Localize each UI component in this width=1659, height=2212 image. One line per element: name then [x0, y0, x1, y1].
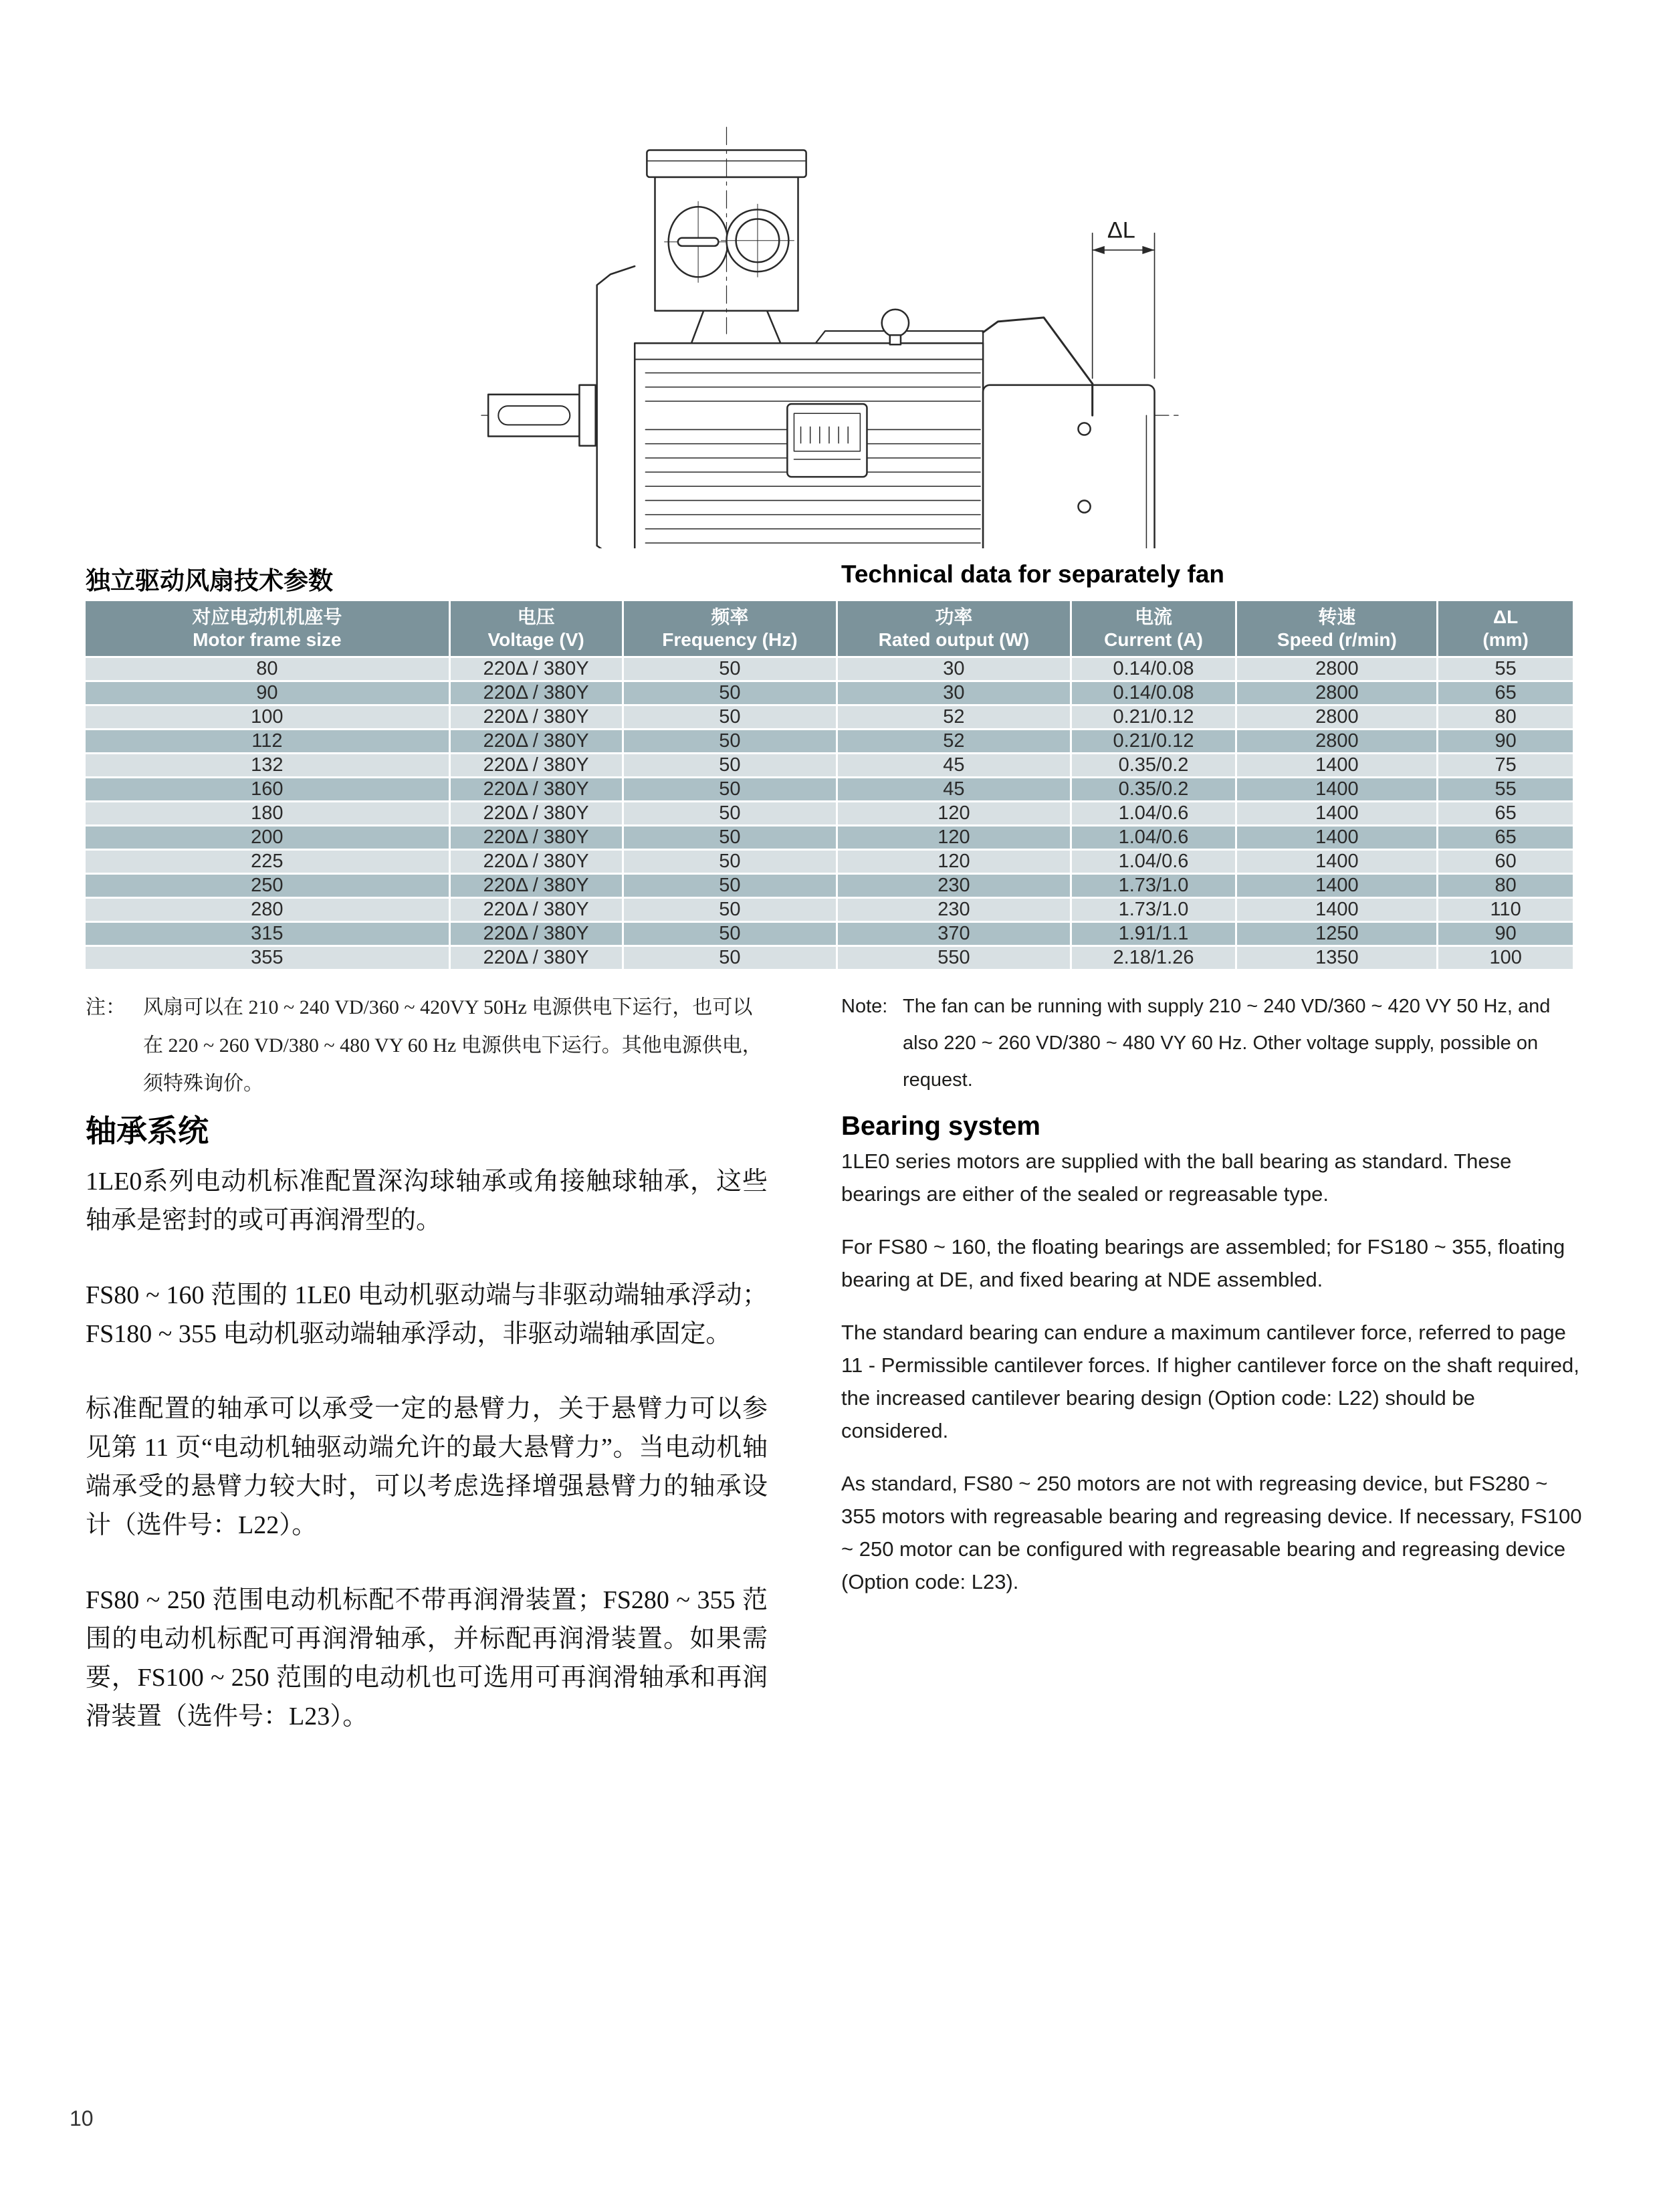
table-cell: 0.14/0.08	[1072, 682, 1238, 704]
shaft-keyway	[498, 406, 570, 425]
table-row	[86, 754, 1573, 776]
table-cell: 225	[86, 851, 451, 873]
table-cell: 1250	[1237, 923, 1438, 945]
table-cell: 120	[838, 851, 1071, 873]
table-cell: 60	[1495, 851, 1517, 872]
motor-drawing	[478, 107, 1187, 548]
table-row	[86, 851, 1573, 873]
table-cell: 1350	[1237, 947, 1438, 969]
table-cell: 50	[624, 658, 839, 680]
table-cell: 50	[624, 706, 839, 728]
table-row	[86, 899, 1573, 921]
table-cell: 75	[1495, 754, 1517, 776]
table-cell: 50	[624, 826, 839, 849]
paragraph: FS80 ~ 160 范围的 1LE0 电动机驱动端与非驱动端轴承浮动；FS180 ~ 355 电动机驱动端轴承浮动，非驱动端轴承固定。	[86, 1281, 768, 1348]
column-header: 电压 Voltage (V)	[451, 601, 624, 656]
table-cell: 0.21/0.12	[1072, 706, 1238, 728]
table-cell: 90	[1495, 730, 1517, 752]
fan-section-title-en: Technical data for separately fan	[841, 560, 1225, 588]
cowl-screw-top	[1078, 423, 1090, 435]
table-cell: 1.73/1.0	[1072, 899, 1238, 921]
table-cell: 0.14/0.08	[1072, 658, 1238, 680]
table-cell: 1.04/0.6	[1072, 826, 1238, 849]
table-row	[86, 682, 1573, 704]
table-cell: 1.04/0.6	[1072, 851, 1238, 873]
table-cell: 1400	[1237, 826, 1438, 849]
table-cell: 50	[624, 802, 839, 824]
column-header: 频率 Frequency (Hz)	[624, 601, 839, 656]
table-cell: 2800	[1237, 706, 1438, 728]
table-cell: 1400	[1237, 875, 1438, 897]
table-cell: 250	[86, 875, 451, 897]
bearing-title-cn: 轴承系统	[86, 1113, 209, 1148]
table-cell: 65	[1495, 826, 1517, 848]
table-row	[86, 730, 1573, 752]
motor-drawing-svg	[478, 107, 1187, 548]
table-cell: 52	[838, 730, 1071, 752]
bearing-title-en: Bearing system	[841, 1111, 1040, 1141]
table-cell: 45	[838, 778, 1071, 800]
table-cell: 220Δ / 380Y	[451, 826, 624, 849]
dimension-label: ΔL	[1107, 217, 1135, 243]
table-cell: 220Δ / 380Y	[451, 947, 624, 969]
table-cell: 220Δ / 380Y	[451, 682, 624, 704]
table-row	[86, 802, 1573, 824]
table-cell: 90	[86, 682, 451, 704]
table-cell: 200	[86, 826, 451, 849]
rating-plate	[787, 404, 867, 477]
table-cell: 65	[1495, 682, 1517, 703]
shaft-shoulder	[579, 385, 595, 446]
table-cell: 220Δ / 380Y	[451, 802, 624, 824]
table-row	[86, 706, 1573, 728]
table-cell: 1400	[1237, 802, 1438, 824]
table-cell: 120	[838, 826, 1071, 849]
table-cell: 110	[1490, 899, 1521, 920]
table-cell: 65	[1495, 802, 1517, 824]
table-cell: 50	[624, 875, 839, 897]
table-cell: 550	[838, 947, 1071, 969]
table-cell: 220Δ / 380Y	[451, 875, 624, 897]
table-cell: 55	[1495, 658, 1517, 679]
table-cell: 80	[1495, 875, 1517, 896]
paragraph: 1LE0系列电动机标准配置深沟球轴承或角接触球轴承，这些轴承是密封的或可再润滑型的。	[86, 1168, 768, 1234]
paragraph: 标准配置的轴承可以承受一定的悬臂力，关于悬臂力可以参见第 11 页“电动机轴驱动端允许的最大悬臂力”。当电动机轴端承受的悬臂力较大时，可以考虑选择增强悬臂力的轴承设计（选件号：L22）。	[86, 1395, 768, 1539]
table-cell: 220Δ / 380Y	[451, 658, 624, 680]
table-cell: 355	[86, 947, 451, 969]
paragraph: The standard bearing can endure a maximum cantilever force, referred to page 11 - Permissible cantilever forces. If higher cantilever force on the shaft required, the increased cantilever bearing design (Option code: L22) should be considered.	[841, 1321, 1579, 1442]
table-cell: 220Δ / 380Y	[451, 730, 624, 752]
table-body	[86, 658, 1573, 969]
table-cell: 50	[624, 682, 839, 704]
table-cell: 50	[624, 778, 839, 800]
column-header: 电流 Current (A)	[1072, 601, 1238, 656]
table-cell: 220Δ / 380Y	[451, 778, 624, 800]
table-row	[86, 658, 1573, 680]
table-cell: 50	[624, 923, 839, 945]
table-row	[86, 875, 1573, 897]
table-cell: 1.91/1.1	[1072, 923, 1238, 945]
column-header: ΔL (mm)	[1482, 606, 1529, 650]
table-cell: 1.04/0.6	[1072, 802, 1238, 824]
table-cell: 1400	[1237, 778, 1438, 800]
cowl-screw-bottom	[1078, 500, 1090, 512]
note-label-cn: 注：	[86, 996, 126, 1018]
table-header-row	[86, 601, 1573, 656]
table-cell: 80	[86, 658, 451, 680]
table-cell: 120	[838, 802, 1071, 824]
note-cn	[86, 988, 768, 1103]
terminal-box-pedestal	[691, 311, 780, 343]
fan-cowl-slant	[983, 318, 1093, 384]
table-cell: 2800	[1237, 658, 1438, 680]
table-row	[86, 826, 1573, 849]
table-cell: 112	[86, 730, 451, 752]
eyebolt	[882, 310, 909, 336]
table-cell: 50	[624, 851, 839, 873]
table-cell: 230	[838, 875, 1071, 897]
table-row	[86, 923, 1573, 945]
note-text-en: The fan can be running with supply 210 ~ 240 VD/360 ~ 420 VY 50 Hz, and also 220 ~ 260 VD/380 ~ 480 VY 60 Hz. Other voltage supply, possible on request.	[903, 996, 1551, 1091]
fan-table	[86, 601, 1573, 969]
table-cell: 1400	[1237, 754, 1438, 776]
table-cell: 30	[838, 682, 1071, 704]
table-cell: 90	[1495, 923, 1517, 944]
table-cell: 2800	[1237, 682, 1438, 704]
table-row	[86, 947, 1573, 969]
dimension-delta-l	[1093, 233, 1155, 378]
fan-cowl	[983, 385, 1154, 548]
table-cell: 220Δ / 380Y	[451, 706, 624, 728]
table-cell: 50	[624, 730, 839, 752]
table-cell: 50	[624, 754, 839, 776]
table-cell: 0.21/0.12	[1072, 730, 1238, 752]
table-cell: 280	[86, 899, 451, 921]
table-cell: 180	[86, 802, 451, 824]
table-cell: 55	[1495, 778, 1517, 800]
note-en	[841, 988, 1580, 1099]
bearing-paras-cn	[86, 1162, 768, 1772]
table-cell: 100	[86, 706, 451, 728]
paragraph: For FS80 ~ 160, the floating bearings are assembled; for FS180 ~ 355, floating bearing at DE, and fixed bearing at NDE assembled.	[841, 1235, 1565, 1291]
table-cell: 160	[86, 778, 451, 800]
table-cell: 80	[1495, 706, 1517, 728]
table-cell: 100	[1489, 947, 1522, 968]
table-cell: 50	[624, 947, 839, 969]
paragraph: FS80 ~ 250 范围电动机标配不带再润滑装置；FS280 ~ 355 范围的电动机标配可再润滑轴承，并标配再润滑装置。如果需要，FS100 ~ 250 范围的电动机也可选用可再润滑轴承和再润滑装置（选件号：L23）。	[86, 1586, 768, 1731]
note-text-cn: 风扇可以在 210 ~ 240 VD/360 ~ 420VY 50Hz 电源供电下运行，也可以在 220 ~ 260 VD/380 ~ 480 VY 60 Hz 电源供电下运行。其他电源供电，须特殊询价。	[143, 996, 762, 1095]
table-cell: 220Δ / 380Y	[451, 754, 624, 776]
table-cell: 45	[838, 754, 1071, 776]
note-label-en: Note:	[841, 996, 888, 1017]
table-cell: 2800	[1237, 730, 1438, 752]
bearing-paras-en	[841, 1145, 1582, 1618]
table-cell: 370	[838, 923, 1071, 945]
table-cell: 2.18/1.26	[1072, 947, 1238, 969]
table-cell: 1.73/1.0	[1072, 875, 1238, 897]
table-cell: 50	[624, 899, 839, 921]
table-cell: 220Δ / 380Y	[451, 923, 624, 945]
table-cell: 30	[838, 658, 1071, 680]
paragraph: 1LE0 series motors are supplied with the ball bearing as standard. These bearings are either of the sealed or regreasable type.	[841, 1149, 1512, 1206]
column-header: 对应电动机机座号 Motor frame size	[86, 601, 451, 656]
table-cell: 0.35/0.2	[1072, 754, 1238, 776]
fan-section-title-cn: 独立驱动风扇技术参数	[86, 567, 333, 594]
table-cell: 1400	[1237, 851, 1438, 873]
end-shield	[597, 266, 635, 548]
table-cell: 1400	[1237, 899, 1438, 921]
table-row	[86, 778, 1573, 800]
table-cell: 0.35/0.2	[1072, 778, 1238, 800]
table-cell: 315	[86, 923, 451, 945]
table-cell: 230	[838, 899, 1071, 921]
column-header: 转速 Speed (r/min)	[1237, 601, 1438, 656]
table-cell: 220Δ / 380Y	[451, 899, 624, 921]
table-cell: 52	[838, 706, 1071, 728]
column-header: 功率 Rated output (W)	[838, 601, 1071, 656]
table-cell: 220Δ / 380Y	[451, 851, 624, 873]
paragraph: As standard, FS80 ~ 250 motors are not with regreasing device, but FS280 ~ 355 motors with regreasable bearing and regreasing device. If necessary, FS100 ~ 250 motor can be configured with regreasable bearing and regreasing device (Option code: L23).	[841, 1472, 1582, 1593]
table-cell: 132	[86, 754, 451, 776]
page-number: 10	[70, 2106, 94, 2130]
